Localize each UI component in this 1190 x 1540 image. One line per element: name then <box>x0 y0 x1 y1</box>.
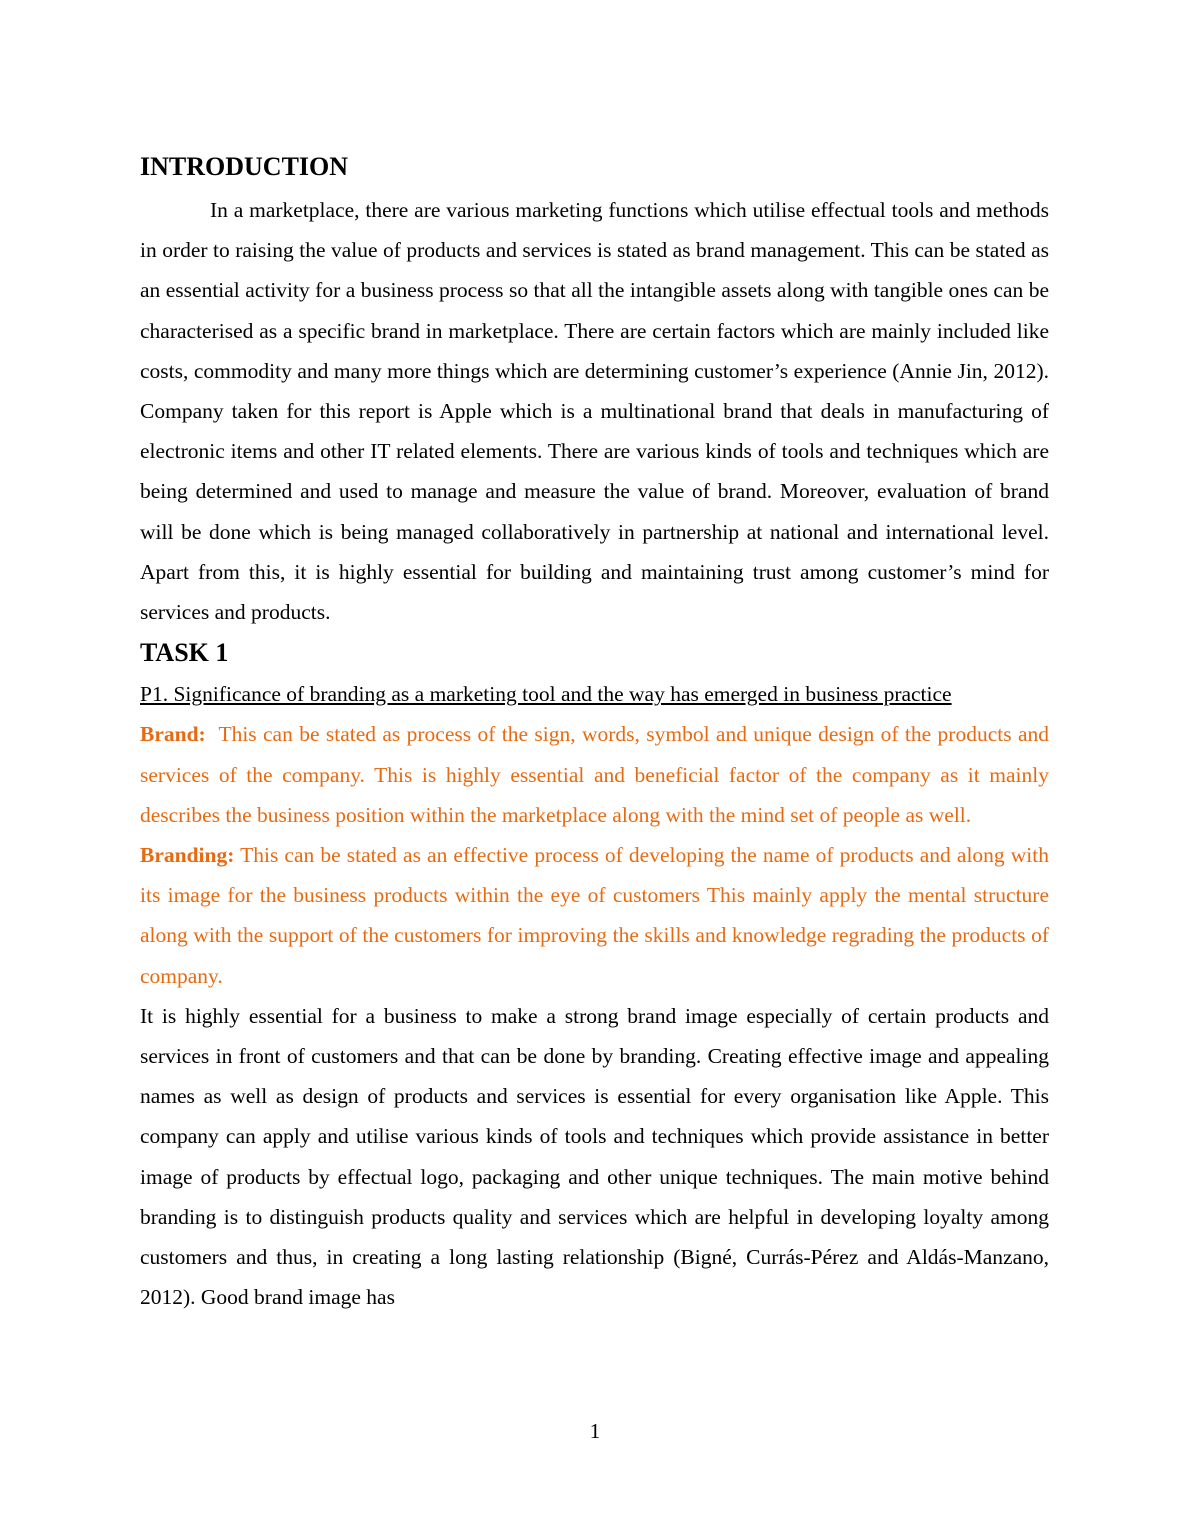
task1-subheading: P1. Significance of branding as a marketing tool and the way has emerged in business practice <box>140 682 952 707</box>
document-page <box>140 150 1049 1317</box>
brand-definition: This can be stated as process of the sign, words, symbol and unique design of the products and services of the company. This is highly essential and beneficial factor of the company as it mainly describes the business position within the marketplace along with the mind set of people as well. <box>140 722 1049 827</box>
task1-body-paragraph: It is highly essential for a business to make a strong brand image especially of certain products and services in front of customers and that can be done by branding. Creating effective image and appealing names as well as design of products and services is essential for every organisation like Apple. This company can apply and utilise various kinds of tools and techniques which provide assistance in better image of products by effectual logo, packaging and other unique techniques. The main motive behind branding is to distinguish products quality and services which are helpful in developing loyalty among customers and thus, in creating a long lasting relationship (Bigné, Currás-Pérez and Aldás-Manzano, 2012). Good brand image has <box>140 1003 1049 1310</box>
introduction-heading: INTRODUCTION <box>140 152 349 181</box>
branding-definition-paragraph <box>140 835 1049 996</box>
brand-term: Brand: <box>140 722 206 747</box>
page-number: 1 <box>589 1419 601 1443</box>
branding-definition: This can be stated as an effective process of developing the name of products and along with its image for the business products within the eye of customers This mainly apply the mental structure along with the support of the customers for improving the skills and knowledge regrading the products of company. <box>140 843 1049 988</box>
brand-definition-paragraph <box>140 714 1049 835</box>
branding-term: Branding: <box>140 843 235 868</box>
introduction-paragraph: In a marketplace, there are various marketing functions which utilise effectual tools and methods in order to raising the value of products and services is stated as brand management. This can be stated as an essential activity for a business process so that all the intangible assets along with tangible ones can be characterised as a specific brand in marketplace. There are certain factors which are mainly included like costs, commodity and many more things which are determining customer’s experience (Annie Jin, 2012). Company taken for this report is Apple which is a multinational brand that deals in manufacturing of electronic items and other IT related elements. There are various kinds of tools and techniques which are being determined and used to manage and measure the value of brand. Moreover, evaluation of brand will be done which is being managed collaboratively in partnership at national and international level. Apart from this, it is highly essential for building and maintaining trust among customer’s mind for services and products. <box>140 198 1049 625</box>
task1-heading: TASK 1 <box>140 638 229 668</box>
